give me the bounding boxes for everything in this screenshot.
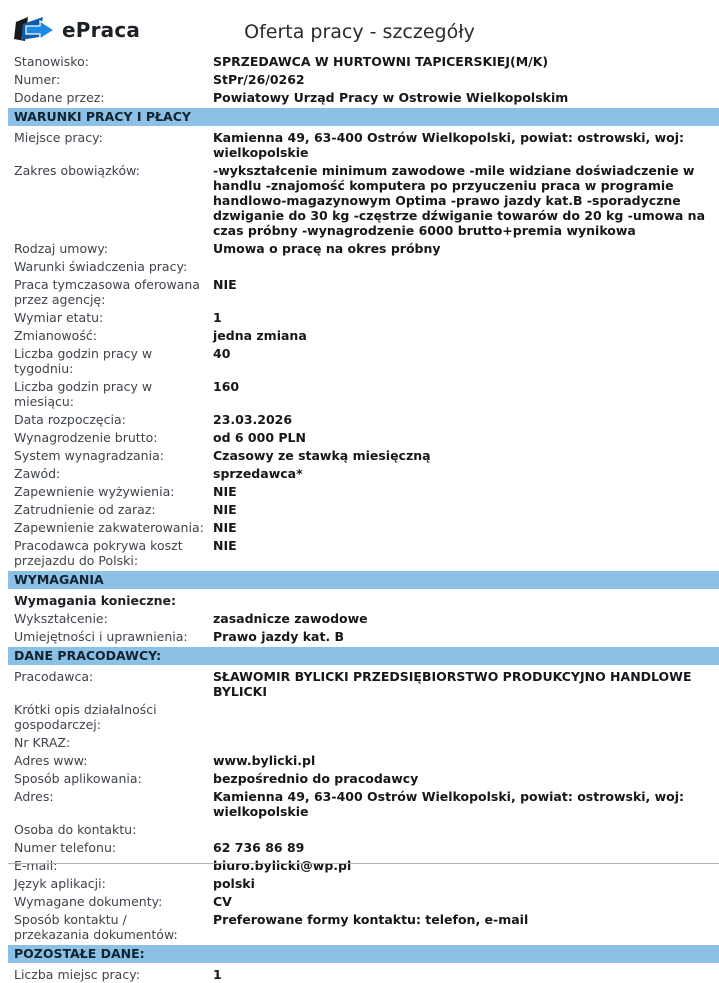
field-value: NIE <box>213 483 237 499</box>
field-label: Zmianowość: <box>14 327 97 343</box>
field-value: Umowa o pracę na okres próbny <box>213 240 441 256</box>
field-value: NIE <box>213 519 237 535</box>
table-row <box>0 874 719 892</box>
page-header <box>0 0 719 52</box>
table-row <box>0 820 719 838</box>
table-row <box>0 326 719 344</box>
table-row <box>0 733 719 751</box>
epraca-logo-text: ePraca <box>62 18 141 42</box>
table-row <box>0 239 719 257</box>
field-value <box>213 702 711 732</box>
field-value: od 6 000 PLN <box>213 429 306 445</box>
field-label: Zawód: <box>14 465 61 481</box>
field-value: NIE <box>213 276 237 292</box>
field-label: Numer: <box>14 71 61 87</box>
table-row <box>0 257 719 275</box>
field-label: Wykształcenie: <box>14 610 108 626</box>
field-value: Preferowane formy kontaktu: telefon, e-mail <box>213 911 529 927</box>
field-label: Wymagane dokumenty: <box>14 893 163 909</box>
subsection-heading-row <box>0 591 719 609</box>
field-label: Nr KRAZ: <box>14 734 71 750</box>
section-header-dane-pracodawcy: DANE PRACODAWCY: <box>8 647 719 665</box>
field-label: Zakres obowiązków: <box>14 162 140 178</box>
table-row <box>0 482 719 500</box>
field-label: Sposób kontaktu / przekazania dokumentów: <box>14 911 178 942</box>
field-label: Warunki świadczenia pracy: <box>14 258 188 274</box>
field-value: 1 <box>213 966 222 982</box>
table-row <box>0 410 719 428</box>
table-row <box>0 838 719 856</box>
field-label: Umiejętności i uprawnienia: <box>14 628 188 644</box>
field-label: Adres www: <box>14 752 88 768</box>
table-row <box>0 446 719 464</box>
field-value: NIE <box>213 537 237 553</box>
table-row <box>0 275 719 308</box>
section-header-warunki: WARUNKI PRACY I PŁACY <box>8 108 719 126</box>
field-value: jedna zmiana <box>213 327 307 343</box>
subsection-heading: Wymagania konieczne: <box>14 592 177 608</box>
field-value: 1 <box>213 309 222 325</box>
field-value: bezpośrednio do pracodawcy <box>213 770 419 786</box>
field-label: E-mail: <box>14 857 58 873</box>
field-value <box>213 259 711 274</box>
field-label: Osoba do kontaktu: <box>14 821 137 837</box>
field-label: Praca tymczasowa oferowana przez agencję: <box>14 276 200 307</box>
field-label: Adres: <box>14 788 54 804</box>
section-header-pozostale-dane: POZOSTAŁE DANE: <box>8 945 719 963</box>
section-warunki-rows <box>0 128 719 569</box>
table-row <box>0 700 719 733</box>
field-value <box>213 593 711 608</box>
table-row <box>0 667 719 700</box>
field-value: Prawo jazdy kat. B <box>213 628 345 644</box>
section-pozostale-dane-rows <box>0 965 719 983</box>
field-label: Zatrudnienie od zaraz: <box>14 501 156 517</box>
table-row <box>0 500 719 518</box>
field-value: NIE <box>213 501 237 517</box>
divider <box>8 863 719 864</box>
field-label: Zapewnienie zakwaterowania: <box>14 519 204 535</box>
field-value <box>213 735 711 750</box>
field-label: Data rozpoczęcia: <box>14 411 126 427</box>
section-wymagania-rows <box>0 591 719 645</box>
table-row <box>0 377 719 410</box>
table-row <box>0 464 719 482</box>
field-value <box>213 822 711 837</box>
field-label: Stanowisko: <box>14 53 89 69</box>
field-value: SŁAWOMIR BYLICKI PRZEDSIĘBIORSTWO PRODUKCYJNO HANDLOWE BYLICKI <box>213 668 692 699</box>
field-value: zasadnicze zawodowe <box>213 610 368 626</box>
field-value: -wykształcenie minimum zawodowe -mile widziane doświadczenie w handlu -znajomość komputera po przyuczeniu praca w programie handlowo-magazynowym Optima -prawo jazdy kat.B -sporadyczne dzwiganie do 30 kg -częstrze dźwiganie towarów do 20 kg -umowa na czas próbny -wynagrodzenie 6000 brutto+premia wynikowa <box>213 162 705 238</box>
field-value: 40 <box>213 345 231 361</box>
table-row <box>0 627 719 645</box>
field-value: polski <box>213 875 255 891</box>
table-row <box>0 128 719 161</box>
table-row <box>0 751 719 769</box>
table-row <box>0 161 719 239</box>
field-label: Język aplikacji: <box>14 875 106 891</box>
field-label: Liczba godzin pracy w tygodniu: <box>14 345 153 376</box>
table-row <box>0 910 719 943</box>
table-row <box>0 769 719 787</box>
table-row <box>0 787 719 820</box>
field-label: Liczba miejsc pracy: <box>14 966 140 982</box>
table-row <box>0 428 719 446</box>
field-value: Czasowy ze stawką miesięczną <box>213 447 431 463</box>
phone-value: 62 736 86 89 <box>213 839 305 855</box>
table-row <box>0 52 719 70</box>
summary-rows <box>0 52 719 106</box>
website-value: www.bylicki.pl <box>213 752 316 768</box>
page-title: Oferta pracy - szczegóły <box>244 21 475 43</box>
field-value: 160 <box>213 378 240 394</box>
epraca-logo <box>14 16 140 44</box>
table-row <box>0 308 719 326</box>
field-label: Zapewnienie wyżywienia: <box>14 483 175 499</box>
field-label: System wynagradzania: <box>14 447 164 463</box>
table-row <box>0 892 719 910</box>
section-dane-pracodawcy-rows <box>0 667 719 943</box>
table-row <box>0 536 719 569</box>
field-value: Kamienna 49, 63-400 Ostrów Wielkopolski, powiat: ostrowski, woj: wielkopolskie <box>213 788 685 819</box>
field-value: SPRZEDAWCA W HURTOWNI TAPICERSKIEJ(M/K) <box>213 53 549 69</box>
field-label: Rodzaj umowy: <box>14 240 109 256</box>
table-row <box>0 609 719 627</box>
field-label: Dodane przez: <box>14 89 105 105</box>
field-value: CV <box>213 893 232 909</box>
table-row <box>0 518 719 536</box>
epraca-logo-icon <box>14 16 56 44</box>
field-label: Wymiar etatu: <box>14 309 104 325</box>
field-label: Pracodawca pokrywa koszt przejazdu do Polski: <box>14 537 183 568</box>
field-value: sprzedawca* <box>213 465 303 481</box>
table-row <box>0 88 719 106</box>
field-label: Pracodawca: <box>14 668 94 684</box>
table-row <box>0 965 719 983</box>
email-value: biuro.bylicki@wp.pl <box>213 857 352 873</box>
table-row <box>0 856 719 874</box>
field-label: Liczba godzin pracy w miesiącu: <box>14 378 153 409</box>
section-header-wymagania: WYMAGANIA <box>8 571 719 589</box>
field-value: 23.03.2026 <box>213 411 293 427</box>
field-value: Powiatowy Urząd Pracy w Ostrowie Wielkopolskim <box>213 89 569 105</box>
table-row <box>0 344 719 377</box>
field-label: Krótki opis działalności gospodarczej: <box>14 701 157 732</box>
field-value: StPr/26/0262 <box>213 71 305 87</box>
field-label: Miejsce pracy: <box>14 129 103 145</box>
field-value: Kamienna 49, 63-400 Ostrów Wielkopolski, powiat: ostrowski, woj: wielkopolskie <box>213 129 685 160</box>
field-label: Sposób aplikowania: <box>14 770 142 786</box>
table-row <box>0 70 719 88</box>
field-label: Numer telefonu: <box>14 839 117 855</box>
field-label: Wynagrodzenie brutto: <box>14 429 158 445</box>
